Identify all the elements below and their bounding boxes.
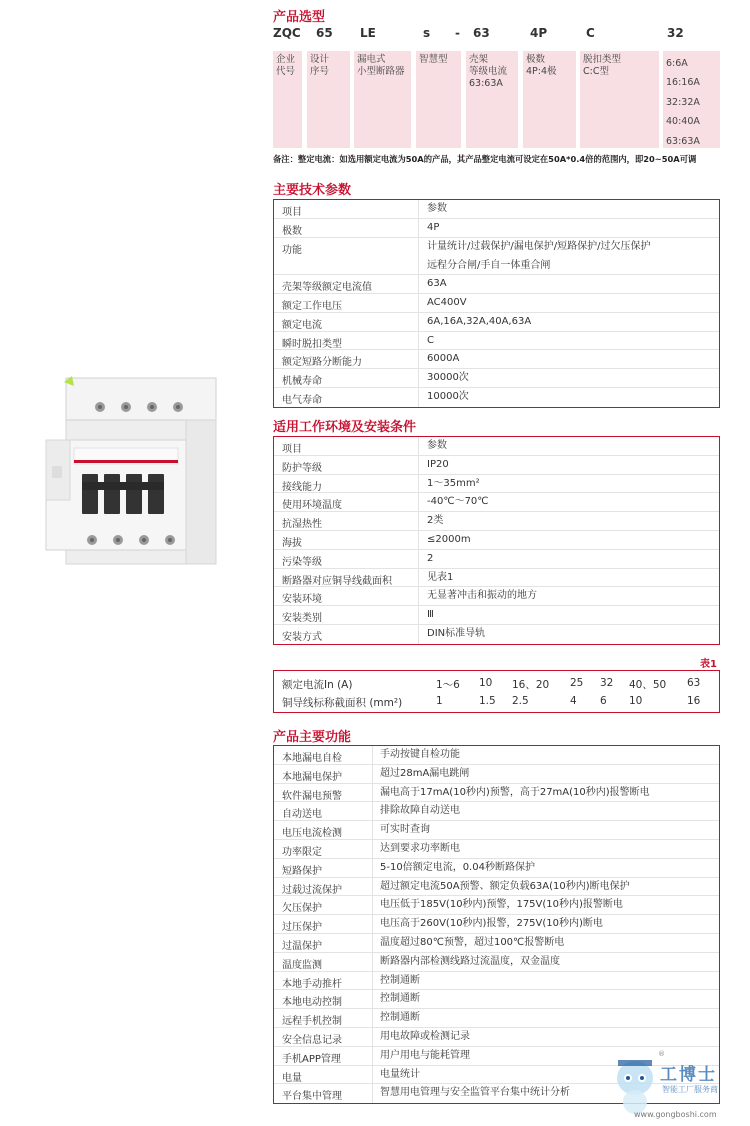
table-row: 额定短路分断能力 6000A	[274, 350, 719, 369]
table-row: 过温保护 温度超过80℃预警，超过100℃报警断电	[274, 934, 719, 953]
table-row: 铜导线标称截面积 (mm²) 1 1.5 2.5 4 6 10 16	[282, 695, 701, 709]
table-row: 本地漏电保护 超过28mA漏电跳闸	[274, 765, 719, 784]
table-row: 防护等级 IP20	[274, 456, 719, 475]
table-row: 项目 参数	[274, 200, 719, 219]
code-part: C	[586, 26, 595, 40]
table-row: 本地手动推杆 控制通断	[274, 972, 719, 991]
code-part: s	[423, 26, 431, 40]
code-part: ZQC	[273, 26, 301, 40]
table-row: 机械寿命 30000次	[274, 369, 719, 388]
selection-title: 产品选型	[273, 10, 326, 25]
table1-tag: 表1	[700, 659, 717, 670]
table-row: 接线能力 1～35mm²	[274, 475, 719, 494]
table-row: 过压保护 电压高于260V(10秒内)报警，275V(10秒内)断电	[274, 915, 719, 934]
table-row: 污染等级 2	[274, 550, 719, 569]
table-row: 温度监测 断路器内部检测线路过流温度，双金温度	[274, 953, 719, 972]
table-row: 短路保护 5-10倍额定电流，0.04秒断路保护	[274, 859, 719, 878]
registered-mark: ®	[658, 1050, 665, 1058]
brand-watermark	[612, 1048, 750, 1126]
table-row: 电量 电量统计	[274, 1066, 719, 1085]
setting-current-note: 备注：整定电流：如选用额定电流为50A的产品，其产品整定电流可设定在50A*0.4倍的范围内，即20~50A可调	[273, 154, 697, 164]
table-row: 安装类别 Ⅲ	[274, 606, 719, 625]
model-code-row	[273, 26, 720, 44]
table-row: 额定电流 6A,16A,32A,40A,63A	[274, 313, 719, 332]
code-box-type: 漏电式 小型断路器	[354, 51, 411, 148]
table-row: 瞬时脱扣类型 C	[274, 332, 719, 351]
code-box-design: 设计 序号	[307, 51, 350, 148]
table-row: 额定电流In (A) 1～6 10 16、20 25 32 40、50 63	[282, 677, 701, 691]
table-row: 电气寿命 10000次	[282, 390, 469, 406]
table-row: 壳架等级额定电流值 63A	[274, 275, 719, 294]
table-row: 过载过流保护 超过额定电流50A预警、额定负载63A(10秒内)断电保护	[274, 878, 719, 897]
table-row: 本地电动控制 控制通断	[274, 990, 719, 1009]
code-box-current: 6:6A 16:16A 32:32A 40:40A 63:63A	[663, 51, 720, 148]
code-box-frame: 壳架 等级电流 63:63A	[466, 51, 518, 148]
code-part: -	[455, 26, 460, 40]
table-row: 使用环境温度 -40℃～70℃	[274, 493, 719, 512]
brand-name: 工博士	[660, 1065, 717, 1085]
code-part: 63	[473, 26, 490, 40]
table-row: 平台集中管理 智慧用电管理与安全监管平台集中统计分析	[282, 1087, 570, 1103]
table-row: 软件漏电预警 漏电高于17mA(10秒内)预警，高于27mA(10秒内)报警断电	[274, 784, 719, 803]
tech-title: 主要技术参数	[273, 183, 352, 198]
code-box-trip: 脱扣类型 C:C型	[580, 51, 659, 148]
circuit-breaker-image	[42, 370, 222, 570]
table-row: 额定工作电压 AC400V	[274, 294, 719, 313]
code-part: LE	[360, 26, 376, 40]
code-part: 32	[667, 26, 684, 40]
table-row: 电压电流检测 可实时查询	[274, 821, 719, 840]
table-row: 本地漏电自检 手动按键自检功能	[274, 746, 719, 765]
table-row: 抗湿热性 2类	[274, 512, 719, 531]
code-box-poles: 极数 4P:4极	[523, 51, 576, 148]
table-row: 安装环境 无显著冲击和振动的地方	[274, 587, 719, 606]
table-row: 项目 参数	[274, 437, 719, 456]
env-title: 适用工作环境及安装条件	[273, 420, 417, 435]
wire-section-table	[273, 670, 720, 713]
table-row: 自动送电 排除故障自动送电	[274, 802, 719, 821]
table-row: 欠压保护 电压低于185V(10秒内)预警，175V(10秒内)报警断电	[274, 896, 719, 915]
table-row: 远程手机控制 控制通断	[274, 1009, 719, 1028]
func-title: 产品主要功能	[273, 730, 352, 745]
brand-url: www.gongboshi.com	[634, 1110, 717, 1119]
mascot-icon	[612, 1056, 658, 1118]
tech-param-table	[273, 199, 720, 408]
brand-slogan: 智能工厂服务商	[662, 1085, 718, 1094]
model-code-boxes	[273, 51, 720, 148]
table-row: 安全信息记录 用电故障或检测记录	[274, 1028, 719, 1047]
code-part: 65	[316, 26, 333, 40]
table-row: 安装方式 DIN标准导轨	[282, 627, 486, 643]
table-row: 功率限定 达到要求功率断电	[274, 840, 719, 859]
table-row: 功能 计量统计/过载保护/漏电保护/短路保护/过欠压保护 远程分合闸/手自一体重合闸	[274, 238, 719, 276]
code-box-smart: 智慧型	[416, 51, 461, 148]
code-box-company: 企业 代号	[273, 51, 302, 148]
table-row: 海拔 ≤2000m	[274, 531, 719, 550]
table-row: 断路器对应铜导线截面积 见表1	[274, 569, 719, 588]
env-param-table	[273, 436, 720, 645]
code-part: 4P	[530, 26, 548, 40]
table-row: 手机APP管理 用户用电与能耗管理	[274, 1047, 719, 1066]
table-row: 极数 4P	[274, 219, 719, 238]
